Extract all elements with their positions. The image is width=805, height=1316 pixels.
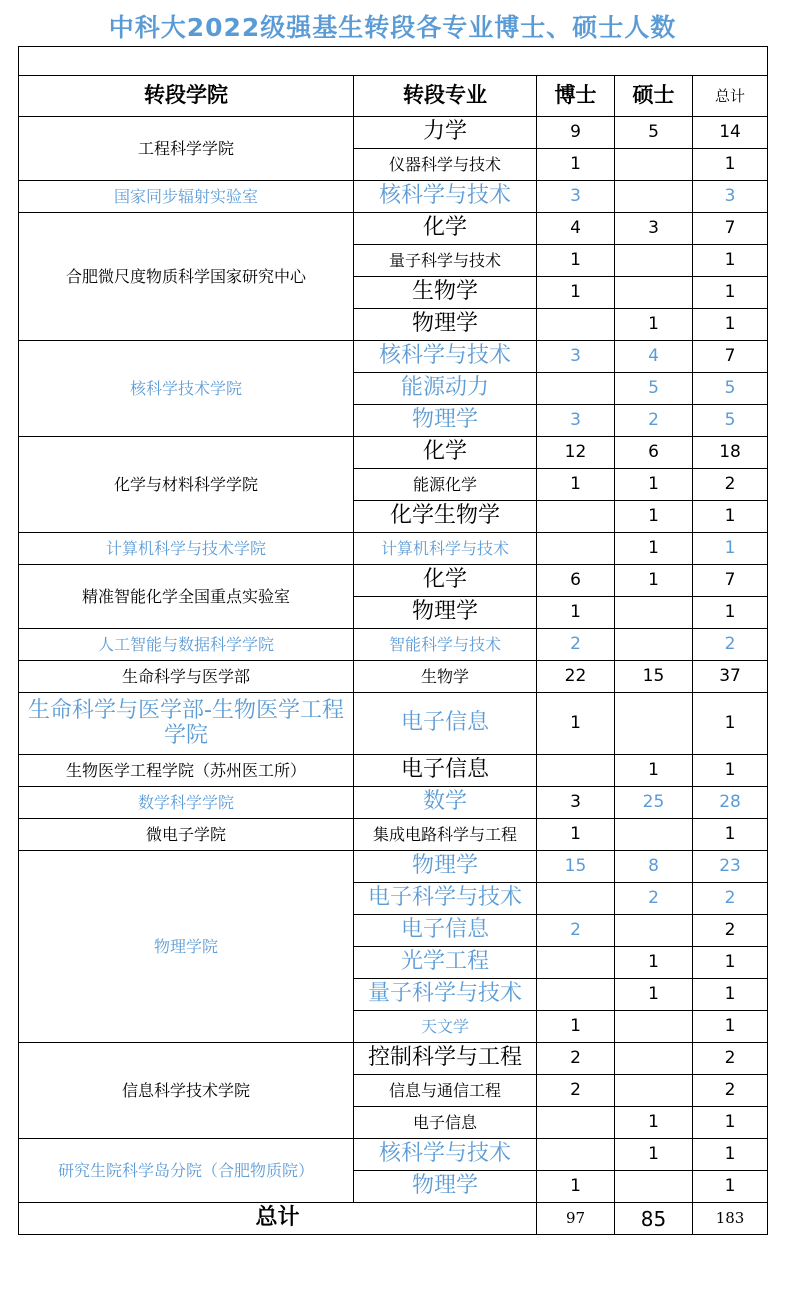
- phd-cell: 1: [537, 277, 615, 309]
- total-cell: 1: [693, 597, 768, 629]
- major-cell: 电子信息: [354, 693, 537, 755]
- major-cell: 物理学: [354, 851, 537, 883]
- college-cell: 国家同步辐射实验室: [19, 181, 354, 213]
- total-cell: 1: [693, 1011, 768, 1043]
- master-cell: [615, 693, 693, 755]
- master-cell: 1: [615, 565, 693, 597]
- phd-cell: 1: [537, 149, 615, 181]
- master-cell: 2: [615, 883, 693, 915]
- total-cell: 18: [693, 437, 768, 469]
- phd-cell: 22: [537, 661, 615, 693]
- master-cell: [615, 819, 693, 851]
- total-cell: 1: [693, 501, 768, 533]
- phd-cell: [537, 533, 615, 565]
- major-cell: 物理学: [354, 309, 537, 341]
- college-cell: 精准智能化学全国重点实验室: [19, 565, 354, 629]
- master-cell: 1: [615, 501, 693, 533]
- phd-cell: 3: [537, 341, 615, 373]
- major-cell: 生物学: [354, 277, 537, 309]
- college-cell: 物理学院: [19, 851, 354, 1043]
- major-cell: 化学: [354, 437, 537, 469]
- major-cell: 光学工程: [354, 947, 537, 979]
- master-cell: 1: [615, 947, 693, 979]
- master-cell: [615, 181, 693, 213]
- total-cell: 37: [693, 661, 768, 693]
- master-cell: 1: [615, 469, 693, 501]
- major-cell: 信息与通信工程: [354, 1075, 537, 1107]
- total-cell: 1: [693, 277, 768, 309]
- table-row: [19, 1043, 768, 1075]
- master-cell: [615, 149, 693, 181]
- total-cell: 28: [693, 787, 768, 819]
- table-row: [19, 117, 768, 149]
- phd-cell: [537, 883, 615, 915]
- phd-cell: [537, 1107, 615, 1139]
- phd-cell: 9: [537, 117, 615, 149]
- blank-cell: [19, 47, 768, 76]
- college-cell: 合肥微尺度物质科学国家研究中心: [19, 213, 354, 341]
- phd-cell: [537, 1139, 615, 1171]
- total-cell: 2: [693, 883, 768, 915]
- college-cell: 化学与材料科学学院: [19, 437, 354, 533]
- college-cell: 微电子学院: [19, 819, 354, 851]
- major-cell: 化学: [354, 565, 537, 597]
- major-cell: 量子科学与技术: [354, 245, 537, 277]
- phd-cell: 1: [537, 1171, 615, 1203]
- total-cell: 1: [693, 693, 768, 755]
- total-cell: 5: [693, 405, 768, 437]
- phd-cell: 1: [537, 1011, 615, 1043]
- major-cell: 核科学与技术: [354, 341, 537, 373]
- master-cell: 5: [615, 117, 693, 149]
- college-cell: 信息科学技术学院: [19, 1043, 354, 1139]
- master-cell: 15: [615, 661, 693, 693]
- master-cell: 1: [615, 1107, 693, 1139]
- total-cell: 1: [693, 947, 768, 979]
- phd-cell: 4: [537, 213, 615, 245]
- major-cell: 控制科学与工程: [354, 1043, 537, 1075]
- table-row: [19, 341, 768, 373]
- college-cell: 数学科学学院: [19, 787, 354, 819]
- table-row: [19, 1139, 768, 1171]
- major-cell: 化学: [354, 213, 537, 245]
- phd-cell: [537, 373, 615, 405]
- total-cell: 23: [693, 851, 768, 883]
- table-row: [19, 629, 768, 661]
- master-cell: 25: [615, 787, 693, 819]
- total-cell: 5: [693, 373, 768, 405]
- total-cell: 1: [693, 149, 768, 181]
- table-row: [19, 787, 768, 819]
- total-cell: 2: [693, 1043, 768, 1075]
- blank-top-row: [19, 47, 768, 76]
- phd-cell: 1: [537, 245, 615, 277]
- college-cell: 核科学技术学院: [19, 341, 354, 437]
- table-row: [19, 213, 768, 245]
- master-cell: 8: [615, 851, 693, 883]
- major-cell: 能源动力: [354, 373, 537, 405]
- master-cell: 1: [615, 979, 693, 1011]
- phd-cell: 15: [537, 851, 615, 883]
- total-cell: 1: [693, 1171, 768, 1203]
- table-row: [19, 661, 768, 693]
- table-row: [19, 851, 768, 883]
- major-cell: 核科学与技术: [354, 1139, 537, 1171]
- master-cell: [615, 1075, 693, 1107]
- major-cell: 生物学: [354, 661, 537, 693]
- phd-cell: 3: [537, 787, 615, 819]
- totals-total: 183: [693, 1203, 768, 1235]
- major-cell: 天文学: [354, 1011, 537, 1043]
- total-cell: 1: [693, 819, 768, 851]
- header-major: 转段专业: [354, 76, 537, 117]
- master-cell: 6: [615, 437, 693, 469]
- phd-cell: [537, 309, 615, 341]
- total-cell: 2: [693, 1075, 768, 1107]
- major-cell: 电子科学与技术: [354, 883, 537, 915]
- phd-cell: 1: [537, 597, 615, 629]
- total-cell: 2: [693, 469, 768, 501]
- major-cell: 仪器科学与技术: [354, 149, 537, 181]
- total-cell: 1: [693, 1107, 768, 1139]
- master-cell: [615, 629, 693, 661]
- major-cell: 物理学: [354, 405, 537, 437]
- master-cell: 1: [615, 533, 693, 565]
- master-cell: 2: [615, 405, 693, 437]
- total-cell: 1: [693, 309, 768, 341]
- master-cell: [615, 277, 693, 309]
- phd-cell: [537, 979, 615, 1011]
- master-cell: [615, 597, 693, 629]
- major-cell: 化学生物学: [354, 501, 537, 533]
- total-cell: 2: [693, 915, 768, 947]
- phd-cell: 3: [537, 405, 615, 437]
- college-cell: 人工智能与数据科学学院: [19, 629, 354, 661]
- total-cell: 1: [693, 245, 768, 277]
- total-cell: 1: [693, 1139, 768, 1171]
- phd-cell: 2: [537, 629, 615, 661]
- header-master: 硕士: [615, 76, 693, 117]
- total-cell: 1: [693, 979, 768, 1011]
- table-row: [19, 533, 768, 565]
- phd-cell: 1: [537, 469, 615, 501]
- major-cell: 智能科学与技术: [354, 629, 537, 661]
- enrollment-table: [18, 46, 768, 1235]
- master-cell: 4: [615, 341, 693, 373]
- phd-cell: 12: [537, 437, 615, 469]
- phd-cell: [537, 947, 615, 979]
- major-cell: 物理学: [354, 597, 537, 629]
- master-cell: [615, 1043, 693, 1075]
- major-cell: 能源化学: [354, 469, 537, 501]
- major-cell: 电子信息: [354, 915, 537, 947]
- major-cell: 集成电路科学与工程: [354, 819, 537, 851]
- total-cell: 2: [693, 629, 768, 661]
- header-college: 转段学院: [19, 76, 354, 117]
- phd-cell: [537, 501, 615, 533]
- college-cell: 工程科学学院: [19, 117, 354, 181]
- major-cell: 计算机科学与技术: [354, 533, 537, 565]
- table-row: [19, 565, 768, 597]
- totals-phd: 97: [537, 1203, 615, 1235]
- college-cell: 计算机科学与技术学院: [19, 533, 354, 565]
- table-row: [19, 437, 768, 469]
- phd-cell: 2: [537, 1075, 615, 1107]
- college-cell: 研究生院科学岛分院（合肥物质院）: [19, 1139, 354, 1203]
- total-cell: 7: [693, 565, 768, 597]
- college-cell: 生命科学与医学部: [19, 661, 354, 693]
- total-cell: 3: [693, 181, 768, 213]
- phd-cell: 1: [537, 693, 615, 755]
- phd-cell: [537, 755, 615, 787]
- table-row: [19, 693, 768, 755]
- master-cell: [615, 915, 693, 947]
- phd-cell: 2: [537, 915, 615, 947]
- table-row: [19, 755, 768, 787]
- total-cell: 7: [693, 341, 768, 373]
- master-cell: 5: [615, 373, 693, 405]
- phd-cell: 6: [537, 565, 615, 597]
- header-row: [19, 76, 768, 117]
- major-cell: 量子科学与技术: [354, 979, 537, 1011]
- major-cell: 电子信息: [354, 1107, 537, 1139]
- major-cell: 力学: [354, 117, 537, 149]
- college-cell: 生物医学工程学院（苏州医工所）: [19, 755, 354, 787]
- phd-cell: 2: [537, 1043, 615, 1075]
- totals-row: [19, 1203, 768, 1235]
- master-cell: 1: [615, 1139, 693, 1171]
- major-cell: 数学: [354, 787, 537, 819]
- master-cell: 3: [615, 213, 693, 245]
- master-cell: [615, 1171, 693, 1203]
- master-cell: [615, 1011, 693, 1043]
- total-cell: 1: [693, 755, 768, 787]
- total-cell: 1: [693, 533, 768, 565]
- major-cell: 电子信息: [354, 755, 537, 787]
- table-row: [19, 819, 768, 851]
- major-cell: 核科学与技术: [354, 181, 537, 213]
- total-cell: 7: [693, 213, 768, 245]
- master-cell: 1: [615, 309, 693, 341]
- phd-cell: 1: [537, 819, 615, 851]
- master-cell: [615, 245, 693, 277]
- page-title: 中科大2022级强基生转段各专业博士、硕士人数: [108, 13, 677, 42]
- header-total: 总计: [693, 76, 768, 117]
- master-cell: 1: [615, 755, 693, 787]
- header-phd: 博士: [537, 76, 615, 117]
- table-row: [19, 181, 768, 213]
- major-cell: 物理学: [354, 1171, 537, 1203]
- totals-master: 85: [615, 1203, 693, 1235]
- phd-cell: 3: [537, 181, 615, 213]
- college-cell: 生命科学与医学部-生物医学工程学院: [19, 693, 354, 755]
- totals-label: 总计: [19, 1203, 537, 1235]
- total-cell: 14: [693, 117, 768, 149]
